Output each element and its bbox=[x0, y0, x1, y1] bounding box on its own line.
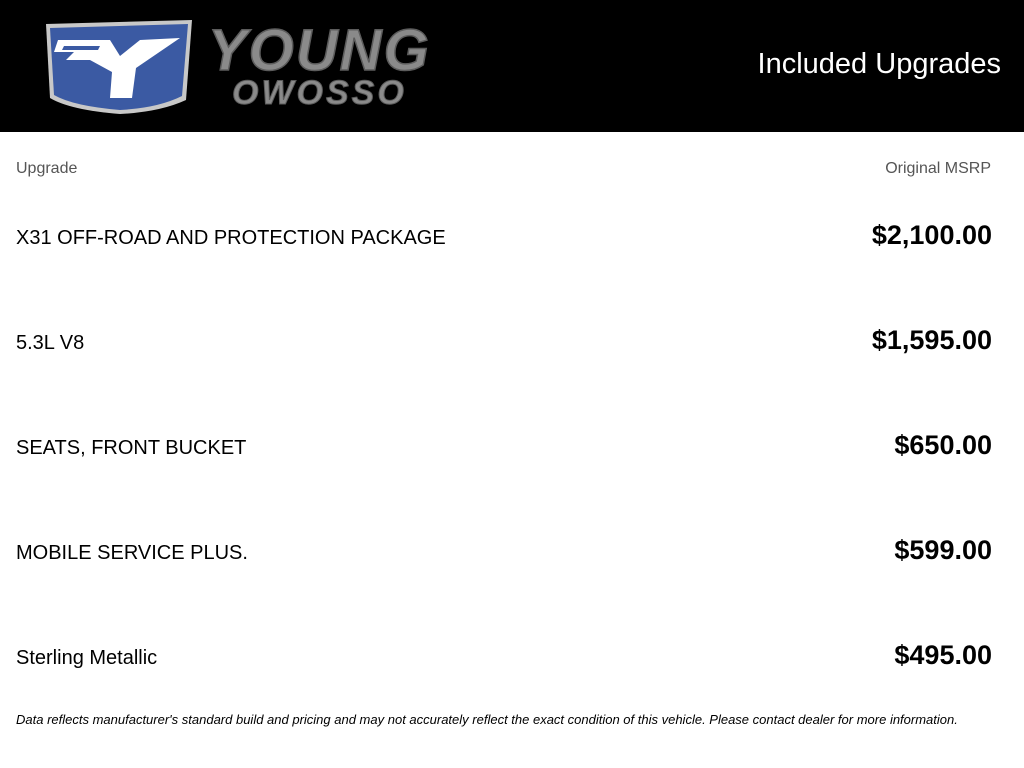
list-item bbox=[0, 620, 1024, 694]
young-owosso-logo-icon bbox=[40, 16, 510, 118]
svg-text:OWOSSO: OWOSSO bbox=[232, 74, 407, 112]
upgrade-price: $495.00 bbox=[894, 640, 992, 670]
upgrade-name: 5.3L V8 bbox=[16, 332, 85, 354]
list-item bbox=[0, 410, 1024, 484]
column-header-upgrade: Upgrade bbox=[16, 160, 78, 177]
upgrade-name: MOBILE SERVICE PLUS. bbox=[16, 542, 248, 564]
dealer-logo bbox=[40, 16, 510, 118]
upgrade-name: Sterling Metallic bbox=[16, 647, 158, 669]
header-banner bbox=[0, 0, 1024, 132]
disclaimer-text: Data reflects manufacturer's standard build and pricing and may not accurately reflect the exact condition of this vehicle. Please contact dealer for more information. bbox=[16, 712, 958, 727]
svg-text:YOUNG: YOUNG bbox=[208, 18, 431, 83]
page-title: Included Upgrades bbox=[757, 48, 1001, 80]
list-item bbox=[0, 305, 1024, 379]
upgrade-price: $2,100.00 bbox=[871, 220, 992, 250]
upgrade-name: X31 OFF-ROAD AND PROTECTION PACKAGE bbox=[16, 227, 446, 249]
column-header-msrp: Original MSRP bbox=[885, 160, 991, 177]
upgrade-name: SEATS, FRONT BUCKET bbox=[16, 437, 247, 459]
upgrade-price: $650.00 bbox=[894, 430, 992, 460]
upgrade-price: $1,595.00 bbox=[871, 325, 992, 355]
list-item bbox=[0, 515, 1024, 589]
list-item bbox=[0, 200, 1024, 274]
upgrade-price: $599.00 bbox=[894, 535, 992, 565]
